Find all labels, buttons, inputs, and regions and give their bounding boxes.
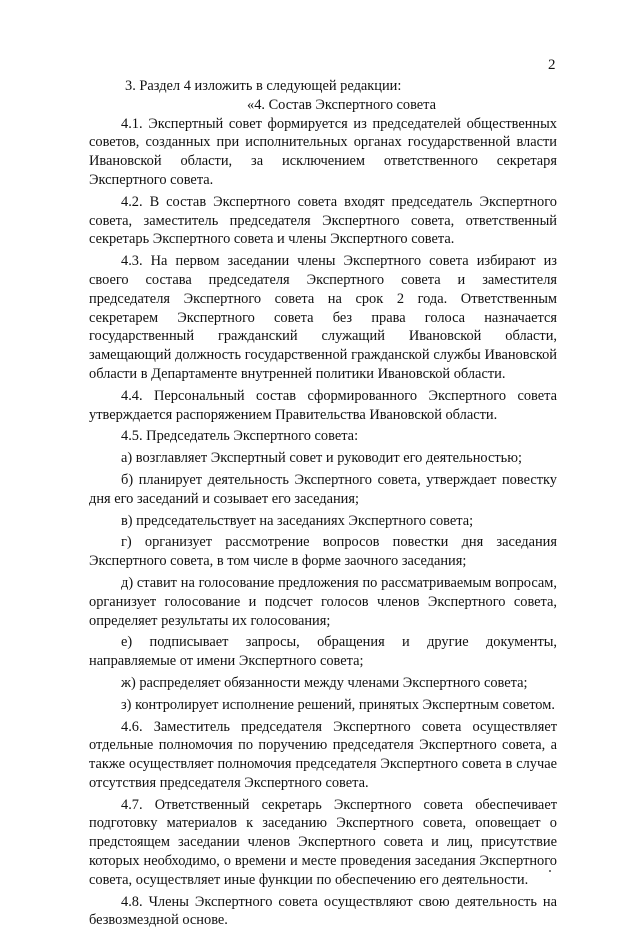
list-item-z: з) контролирует исполнение решений, принятых Экспертным советом. [121, 696, 555, 713]
paragraph-4-8: 4.8. Члены Экспертного совета осуществляют свою деятельность на безвозмездной основе. [89, 893, 557, 929]
list-item-a: а) возглавляет Экспертный совет и руководит его деятельностью; [121, 450, 522, 467]
document-body [89, 77, 557, 930]
list-item-e: е) подписывает запросы, обращения и другие документы, направляемые от имени Экспертного совета; [89, 634, 557, 670]
amendment-intro: 3. Раздел 4 изложить в следующей редакции: [125, 78, 402, 94]
paragraph-4-1: 4.1. Экспертный совет формируется из председателей общественных советов, созданных при исполнительных органах государственной власти Ивановской области, за исключением ответственного секретаря Экспертного совета. [89, 115, 557, 188]
page-number: 2 [548, 57, 556, 73]
list-item-v: в) председательствует на заседаниях Экспертного совета; [121, 512, 474, 529]
paragraph-4-5: 4.5. Председатель Экспертного совета: [121, 428, 359, 445]
paragraph-4-4: 4.4. Персональный состав сформированного Экспертного совета утверждается распоряжением Правительства Ивановской области. [89, 387, 557, 423]
paragraph-4-2: 4.2. В состав Экспертного совета входят председатель Экспертного совета, заместитель председателя Экспертного совета, ответственный секретарь Экспертного совета и члены Экспертного совета. [89, 193, 557, 248]
paragraph-4-6: 4.6. Заместитель председателя Экспертного совета осуществляет отдельные полномочия по поручению председателя Экспертного совета, а также осуществляет полномочия председателя Экспертного совета в случае отсутствия председателя Экспертного совета. [89, 718, 557, 791]
paragraph-4-7: 4.7. Ответственный секретарь Экспертного совета обеспечивает подготовку материалов к заседанию Экспертного совета, оповещает о предстоящем заседании членов Экспертного совета и лиц, присутствие которых необходимо, о времени и месте проведения заседания Экспертного совета, осуществляет иные функции по обеспечению его деятельности. [89, 796, 557, 888]
list-item-zh: ж) распределяет обязанности между членами Экспертного совета; [121, 674, 528, 691]
paragraph-4-3: 4.3. На первом заседании члены Экспертного совета избирают из своего состава председателя Экспертного совета и заместителя председателя Экспертного совета на срок 2 года. Ответственным секретарем Экспертного совета без права голоса назначается государственный гражданский служащий Ивановской области, замещающий должность государственной гражданской службы Ивановской области в Департаменте внутренней политики Ивановской области. [89, 253, 557, 382]
list-item-g: г) организует рассмотрение вопросов повестки дня заседания Экспертного совета, в том числе в форме заочного заседания; [89, 534, 557, 570]
list-item-b: б) планирует деятельность Экспертного совета, утверждает повестку дня его заседаний и созывает его заседания; [89, 471, 557, 507]
section-heading: «4. Состав Экспертного совета [247, 96, 437, 113]
scan-dot [549, 870, 551, 872]
list-item-d: д) ставит на голосование предложения по рассматриваемым вопросам, организует голосование и подсчет голосов членов Экспертного совета, определяет результаты их голосования; [89, 574, 557, 629]
